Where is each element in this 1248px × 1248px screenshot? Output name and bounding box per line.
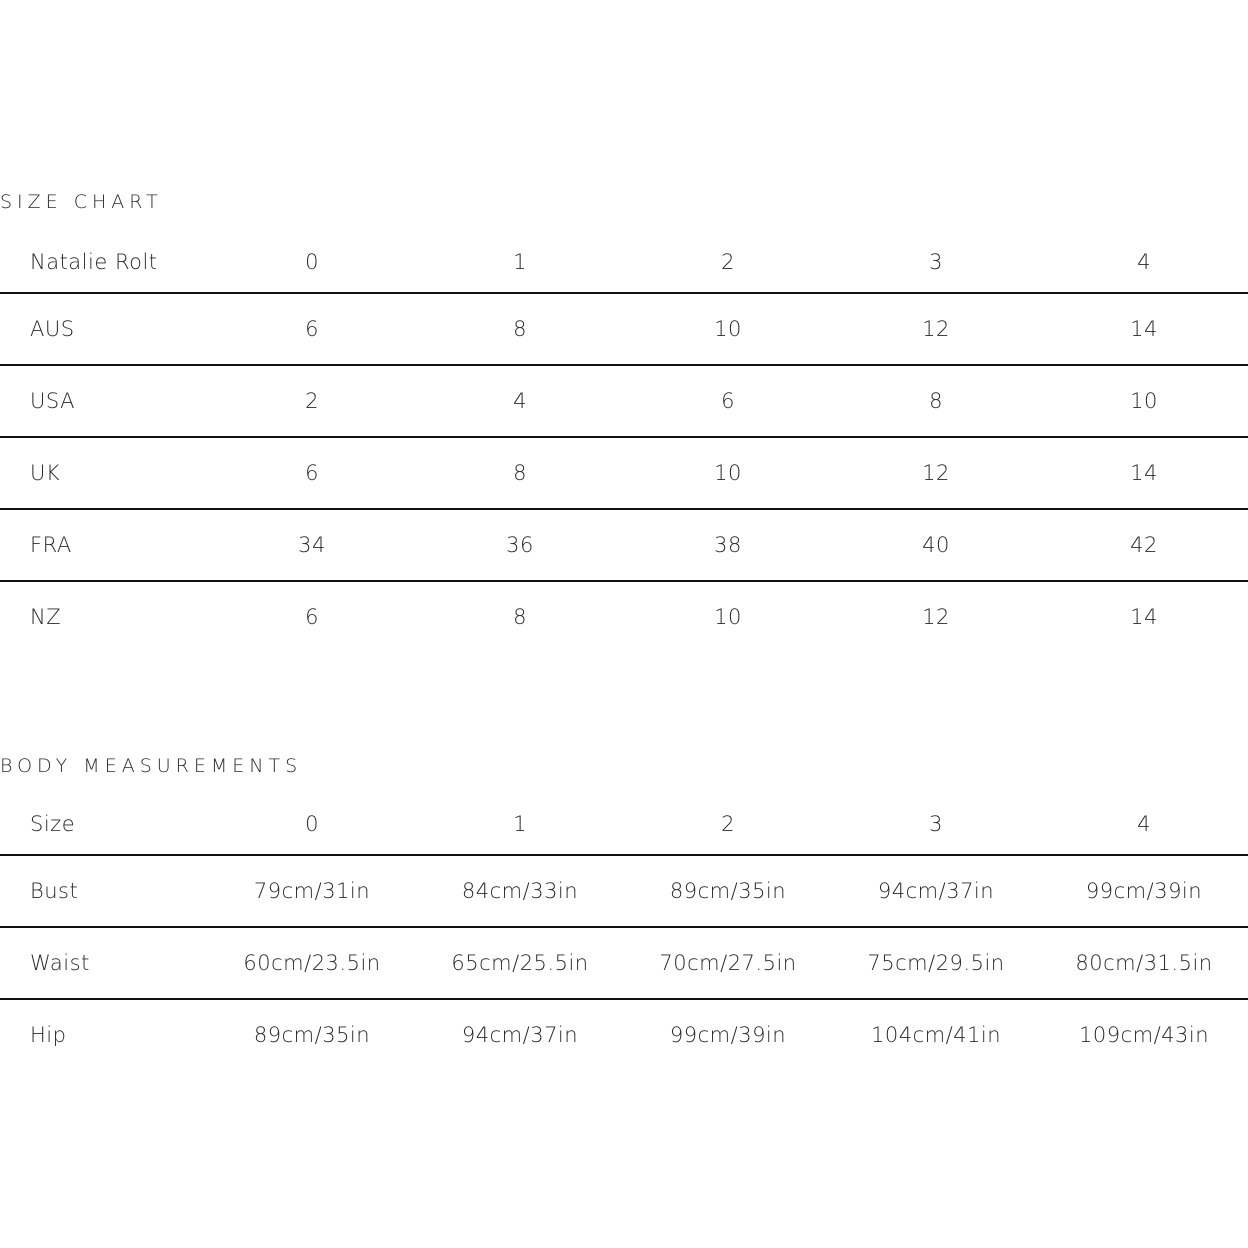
table-cell: 10 — [714, 461, 742, 485]
table-cell: 99cm/39in — [669, 1023, 787, 1047]
table-row — [0, 292, 1248, 364]
table-cell: 36 — [506, 533, 534, 557]
body-measurements-header-cell: 0 — [305, 812, 319, 836]
table-cell: 70cm/27.5in — [659, 951, 797, 975]
row-label: USA — [30, 389, 75, 413]
table-row — [0, 854, 1248, 926]
table-row — [0, 580, 1248, 652]
table-cell: 6 — [305, 461, 319, 485]
table-cell: 84cm/33in — [461, 879, 579, 903]
size-chart-header-cell: 2 — [721, 250, 735, 274]
table-cell: 2 — [305, 389, 319, 413]
table-cell: 14 — [1130, 605, 1158, 629]
table-cell: 10 — [714, 605, 742, 629]
size-chart-header-cell: 1 — [513, 250, 527, 274]
table-cell: 6 — [721, 389, 735, 413]
row-label: Bust — [30, 879, 79, 903]
table-cell: 14 — [1130, 317, 1158, 341]
body-measurements-header-cell: 3 — [929, 812, 943, 836]
body-measurements-header-row — [0, 794, 1248, 854]
size-chart-title: SIZE CHART — [0, 191, 163, 213]
table-cell: 14 — [1130, 461, 1158, 485]
table-cell: 38 — [714, 533, 742, 557]
body-measurements-title: BODY MEASUREMENTS — [0, 755, 303, 777]
table-cell: 6 — [305, 605, 319, 629]
table-cell: 65cm/25.5in — [451, 951, 589, 975]
table-cell: 94cm/37in — [877, 879, 995, 903]
table-cell: 75cm/29.5in — [867, 951, 1005, 975]
table-cell: 8 — [513, 317, 527, 341]
row-label: Hip — [30, 1023, 67, 1047]
table-cell: 99cm/39in — [1085, 879, 1203, 903]
table-cell: 12 — [922, 605, 950, 629]
table-cell: 80cm/31.5in — [1075, 951, 1213, 975]
table-cell: 40 — [922, 533, 950, 557]
row-label: Waist — [30, 951, 90, 975]
row-label: NZ — [30, 605, 62, 629]
table-cell: 79cm/31in — [253, 879, 371, 903]
size-chart-header-label: Natalie Rolt — [30, 250, 158, 274]
table-cell: 10 — [1130, 389, 1158, 413]
table-cell: 12 — [922, 461, 950, 485]
table-cell: 10 — [714, 317, 742, 341]
table-cell: 94cm/37in — [461, 1023, 579, 1047]
size-chart-header-row — [0, 232, 1248, 292]
body-measurements-header-cell: 4 — [1137, 812, 1151, 836]
table-cell: 34 — [298, 533, 326, 557]
table-cell: 89cm/35in — [253, 1023, 371, 1047]
table-cell: 109cm/43in — [1078, 1023, 1210, 1047]
size-chart-header-cell: 4 — [1137, 250, 1151, 274]
table-row — [0, 364, 1248, 436]
body-measurements-table — [0, 794, 1248, 1070]
row-label: FRA — [30, 533, 72, 557]
table-cell: 104cm/41in — [870, 1023, 1002, 1047]
table-row — [0, 508, 1248, 580]
body-measurements-header-cell: 2 — [721, 812, 735, 836]
table-row — [0, 998, 1248, 1070]
size-chart-table — [0, 232, 1248, 652]
table-cell: 12 — [922, 317, 950, 341]
body-measurements-header-label: Size — [30, 812, 76, 836]
table-cell: 89cm/35in — [669, 879, 787, 903]
table-cell: 8 — [929, 389, 943, 413]
table-row — [0, 436, 1248, 508]
table-cell: 8 — [513, 605, 527, 629]
table-cell: 42 — [1130, 533, 1158, 557]
table-cell: 4 — [513, 389, 527, 413]
table-cell: 8 — [513, 461, 527, 485]
size-chart-header-cell: 3 — [929, 250, 943, 274]
table-cell: 60cm/23.5in — [243, 951, 381, 975]
row-label: AUS — [30, 317, 75, 341]
table-cell: 6 — [305, 317, 319, 341]
size-chart-header-cell: 0 — [305, 250, 319, 274]
body-measurements-header-cell: 1 — [513, 812, 527, 836]
table-row — [0, 926, 1248, 998]
row-label: UK — [30, 461, 61, 485]
